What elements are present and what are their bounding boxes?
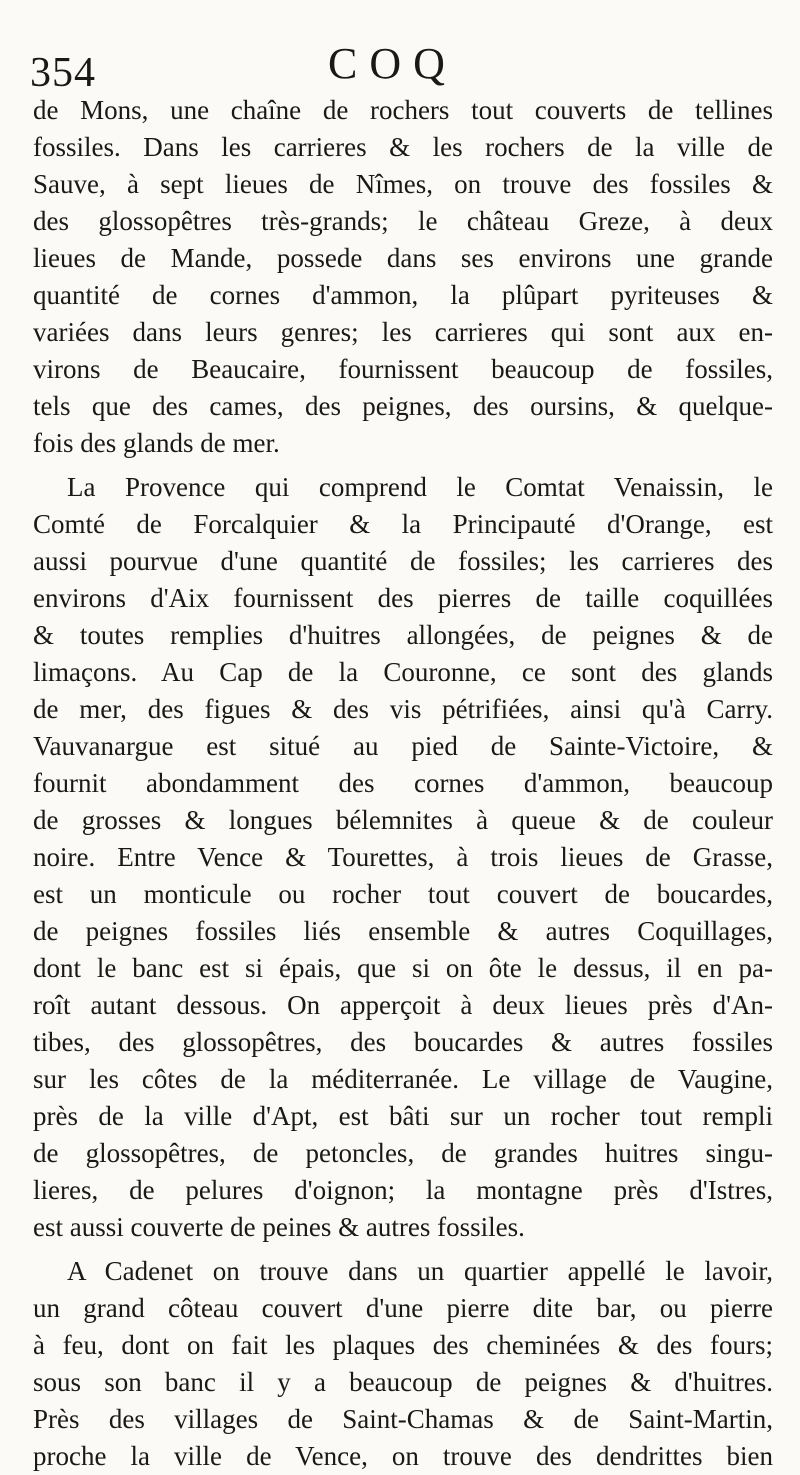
text-line: virons de Beaucaire, fournissent beaucoup de fossiles, bbox=[33, 354, 773, 384]
text-line: Comté de Forcalquier & la Principauté d'Orange, est bbox=[33, 509, 773, 539]
text-line: La Provence qui comprend le Comtat Venaissin, le bbox=[67, 472, 773, 502]
text-line: un grand côteau couvert d'une pierre dite bar, ou pierre bbox=[33, 1293, 773, 1323]
text-line: de mer, des figues & des vis pétrifiées, ainsi qu'à Carry. bbox=[33, 694, 773, 724]
text-line: variées dans leurs genres; les carrieres qui sont aux en- bbox=[33, 317, 773, 347]
text-line: fournit abondamment des cornes d'ammon, beaucoup bbox=[33, 768, 773, 798]
running-title: COQ bbox=[328, 39, 457, 88]
body-text bbox=[33, 92, 773, 1475]
text-line: fois des glands de mer. bbox=[33, 428, 280, 458]
text-line: roît autant dessous. On apperçoit à deux lieues près d'An- bbox=[33, 990, 773, 1020]
text-line: est aussi couverte de peines & autres fossiles. bbox=[33, 1212, 525, 1242]
text-line: proche la ville de Vence, on trouve des dendrittes bien bbox=[33, 1441, 773, 1471]
page-number: 354 bbox=[30, 50, 96, 96]
text-line: à feu, dont on fait les plaques des cheminées & des fours; bbox=[33, 1330, 773, 1360]
paragraph-spacer bbox=[33, 1246, 773, 1253]
text-line: environs d'Aix fournissent des pierres de taille coquillées bbox=[33, 583, 773, 613]
text-line: de peignes fossiles liés ensemble & autres Coquillages, bbox=[33, 916, 773, 946]
running-head bbox=[30, 38, 780, 100]
text-line: A Cadenet on trouve dans un quartier appellé le lavoir, bbox=[67, 1256, 773, 1286]
paragraph-2 bbox=[33, 469, 773, 1246]
text-line: Sauve, à sept lieues de Nîmes, on trouve des fossiles & bbox=[33, 169, 773, 199]
paragraph-3 bbox=[33, 1253, 773, 1475]
text-line: tels que des cames, des peignes, des oursins, & quelque- bbox=[33, 391, 773, 421]
text-line: noire. Entre Vence & Tourettes, à trois lieues de Grasse, bbox=[33, 842, 773, 872]
paragraph-spacer bbox=[33, 462, 773, 469]
text-line: & toutes remplies d'huitres allongées, de peignes & de bbox=[33, 620, 773, 650]
text-line: sous son banc il y a beaucoup de peignes & d'huitres. bbox=[33, 1367, 773, 1397]
text-line: quantité de cornes d'ammon, la plûpart pyriteuses & bbox=[33, 280, 773, 310]
text-line: de grosses & longues bélemnites à queue & de couleur bbox=[33, 805, 773, 835]
text-line: fossiles. Dans les carrieres & les rochers de la ville de bbox=[33, 132, 773, 162]
paragraph-1 bbox=[33, 92, 773, 462]
text-line: Près des villages de Saint-Chamas & de Saint-Martin, bbox=[33, 1404, 773, 1434]
text-line: Vauvanargue est situé au pied de Sainte-Victoire, & bbox=[33, 731, 773, 761]
text-line: lieues de Mande, possede dans ses environs une grande bbox=[33, 243, 773, 273]
text-line: lieres, de pelures d'oignon; la montagne près d'Istres, bbox=[33, 1175, 773, 1205]
text-line: sur les côtes de la méditerranée. Le village de Vaugine, bbox=[33, 1064, 773, 1094]
text-line: tibes, des glossopêtres, des boucardes & autres fossiles bbox=[33, 1027, 773, 1057]
text-line: de glossopêtres, de petoncles, de grandes huitres singu- bbox=[33, 1138, 773, 1168]
text-line: aussi pourvue d'une quantité de fossiles; les carrieres des bbox=[33, 546, 773, 576]
text-line: limaçons. Au Cap de la Couronne, ce sont des glands bbox=[33, 657, 773, 687]
text-line: près de la ville d'Apt, est bâti sur un rocher tout rempli bbox=[33, 1101, 773, 1131]
text-line: dont le banc est si épais, que si on ôte le dessus, il en pa- bbox=[33, 953, 773, 983]
text-line: de Mons, une chaîne de rochers tout couverts de tellines bbox=[33, 95, 773, 125]
text-line: des glossopêtres très-grands; le château Greze, à deux bbox=[33, 206, 773, 236]
text-line: est un monticule ou rocher tout couvert de boucardes, bbox=[33, 879, 773, 909]
